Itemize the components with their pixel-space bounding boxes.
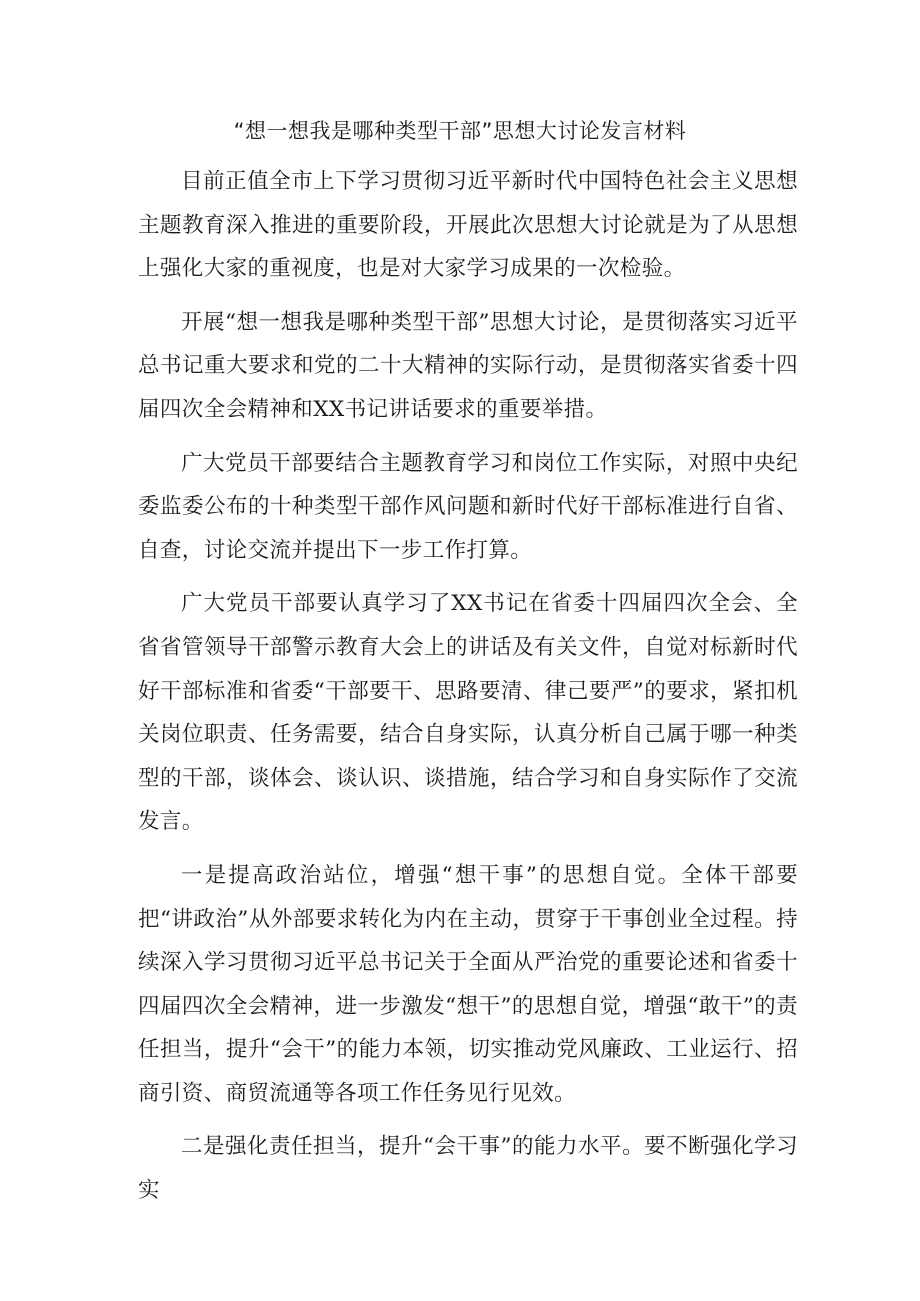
document-title: “想一想我是哪种类型干部”思想大讨论发言材料 — [233, 119, 687, 143]
document-body — [138, 160, 798, 1223]
paragraph: 目前正值全市上下学习贯彻习近平新时代中国特色社会主义思想主题教育深入推进的重要阶段，开展此次思想大讨论就是为了从思想上强化大家的重视度，也是对大家学习成果的一次检验。 — [138, 169, 798, 282]
paragraph: 二是强化责任担当，提升“会干事”的能力水平。要不断强化学习实 — [138, 1134, 798, 1204]
paragraph: 广大党员干部要结合主题教育学习和岗位工作实际，对照中央纪委监委公布的十种类型干部作风问题和新时代好干部标准进行自省、自查，讨论交流并提出下一步工作打算。 — [138, 450, 798, 563]
paragraph: 开展“想一想我是哪种类型干部”思想大讨论，是贯彻落实习近平总书记重大要求和党的二十大精神的实际行动，是贯彻落实省委十四届四次全会精神和XX书记讲话要求的重要举措。 — [138, 309, 798, 422]
paragraph: 广大党员干部要认真学习了XX书记在省委十四届四次全会、全省省管领导干部警示教育大会上的讲话及有关文件，自觉对标新时代好干部标准和省委“干部要干、思路要清、律己要严”的要求，紧扣机关岗位职责、任务需要，结合自身实际，认真分析自己属于哪一种类型的干部，谈体会、谈认识、谈措施，结合学习和自身实际作了交流发言。 — [138, 591, 798, 835]
paragraph: 一是提高政治站位，增强“想干事”的思想自觉。全体干部要把“讲政治”从外部要求转化为内在主动，贯穿于干事创业全过程。持续深入学习贯彻习近平总书记关于全面从严治党的重要论述和省委十四届四次全会精神，进一步激发“想干”的思想自觉，增强“敢干”的责任担当，提升“会干”的能力本领，切实推动党风廉政、工业运行、招商引资、商贸流通等各项工作任务见行见效。 — [138, 862, 798, 1106]
